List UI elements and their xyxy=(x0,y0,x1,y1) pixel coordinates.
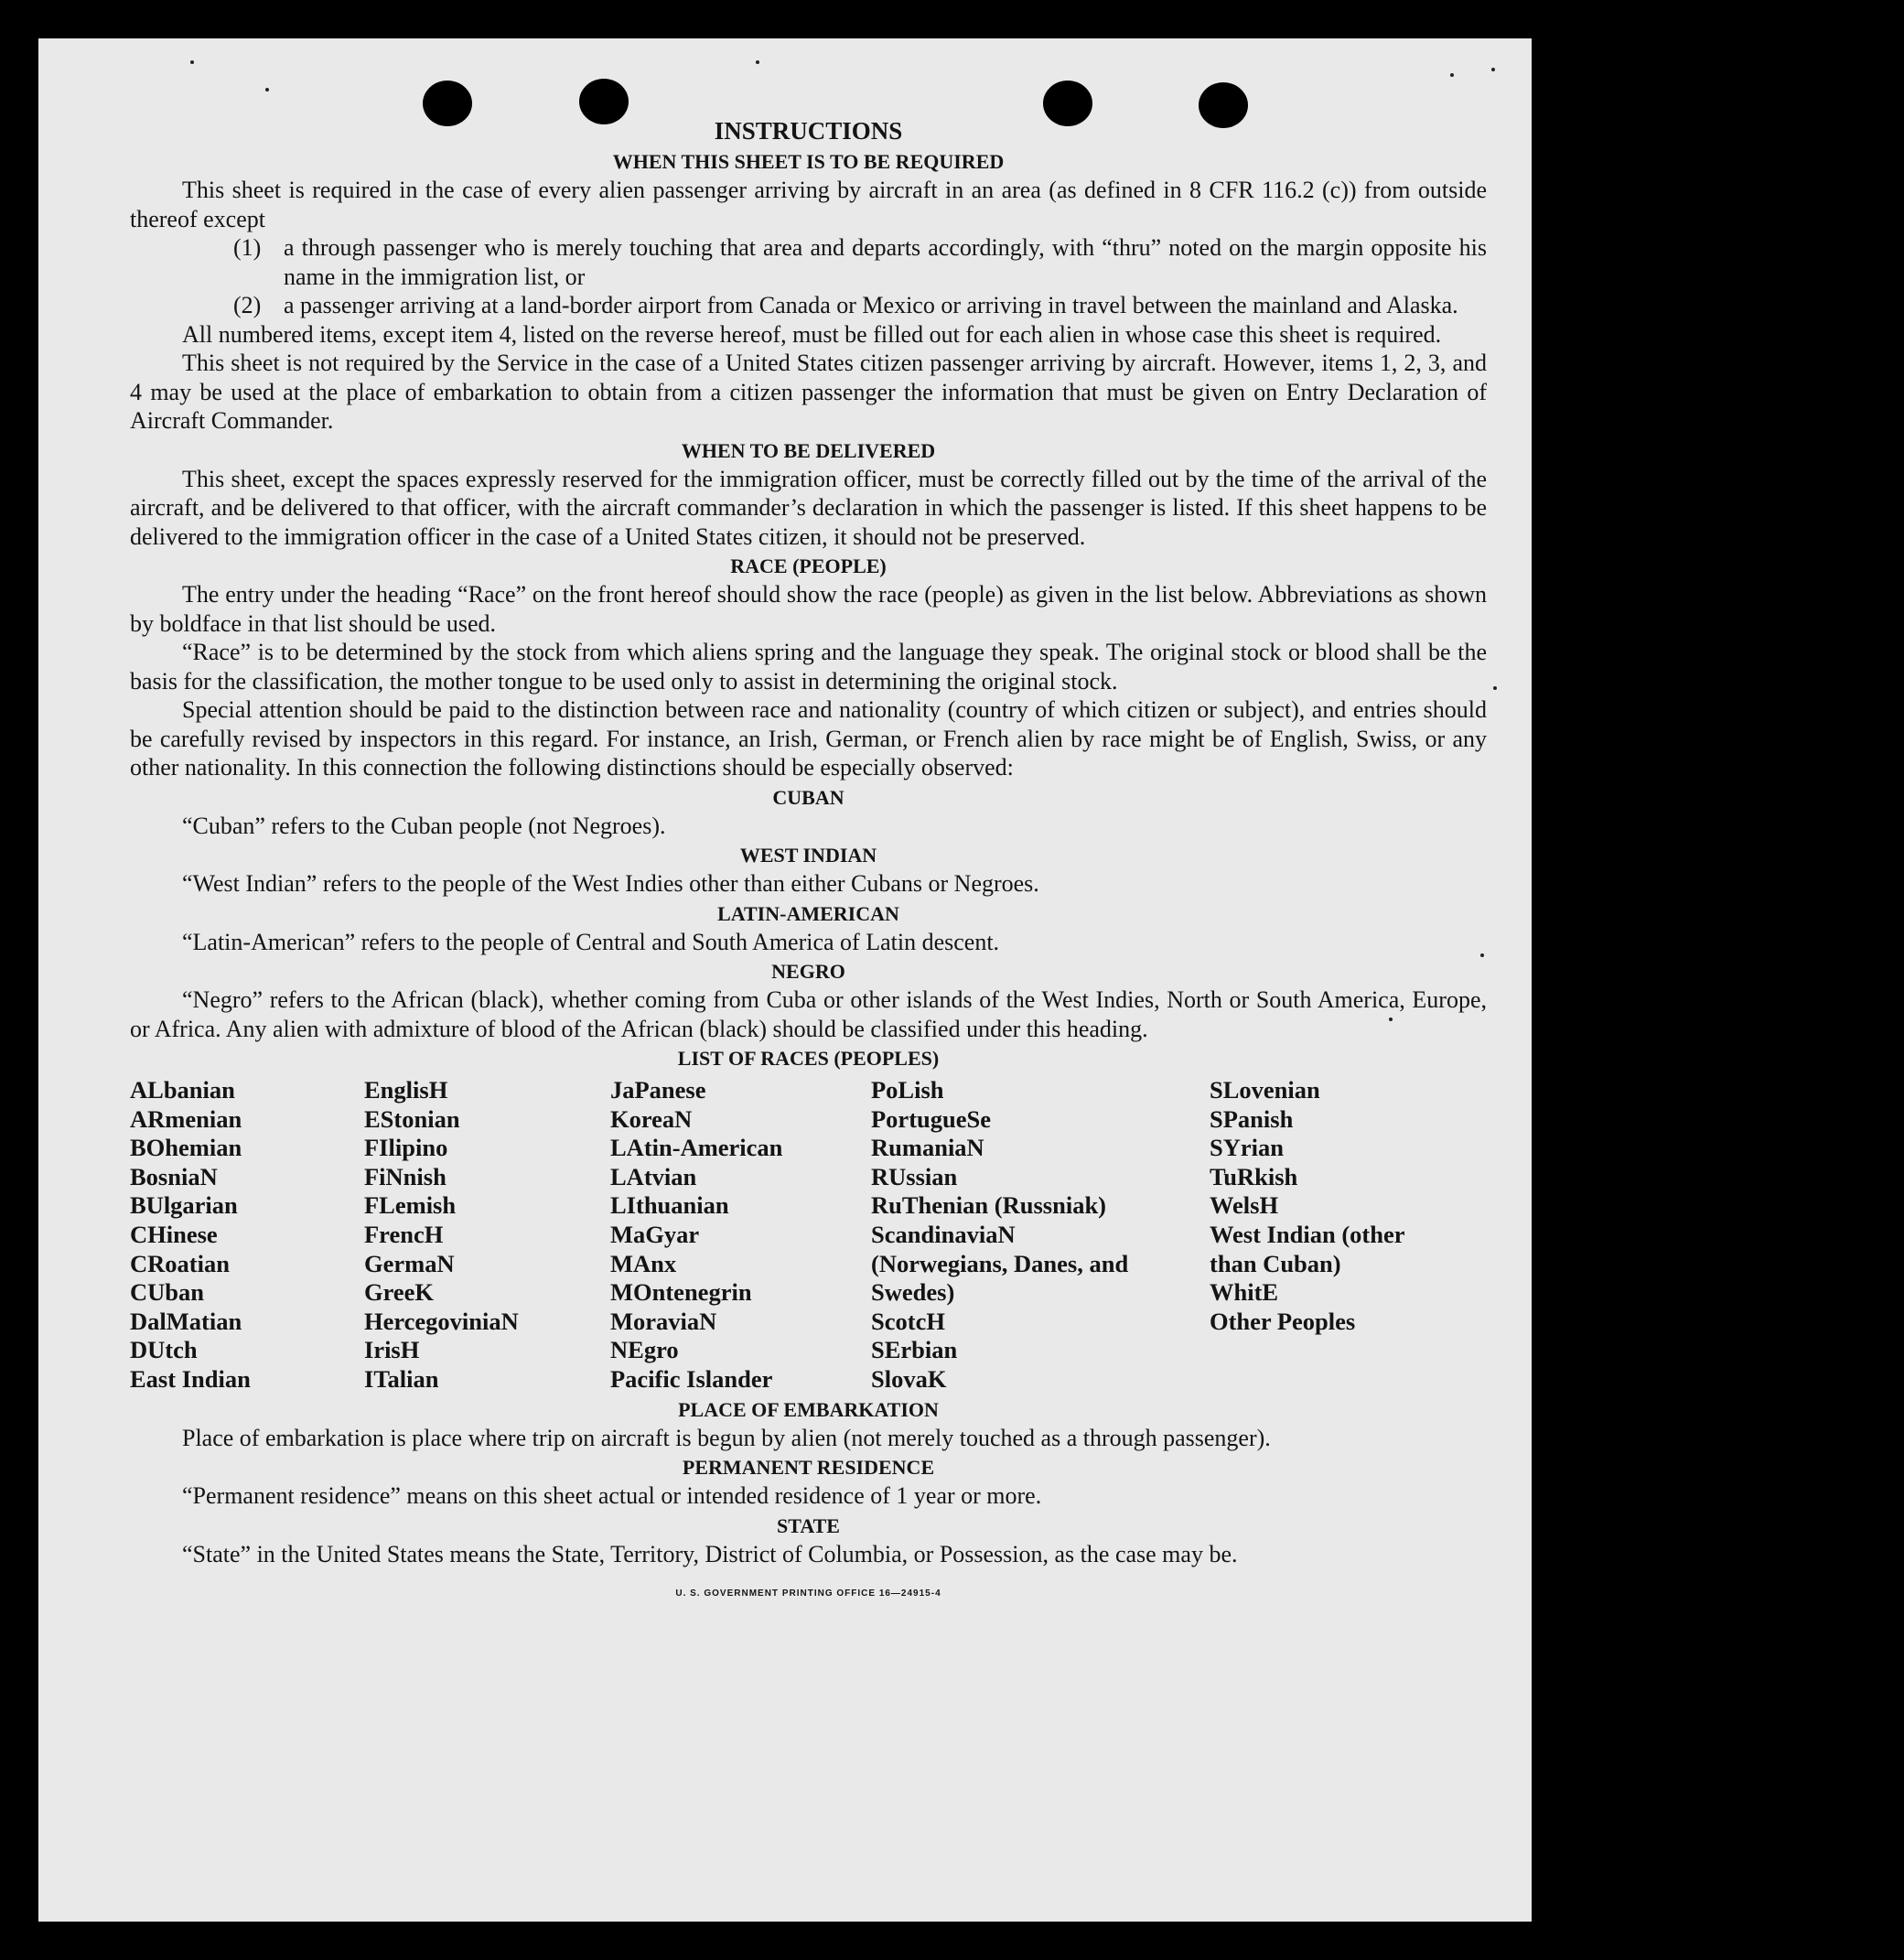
section-heading: NEGRO xyxy=(771,960,845,983)
list-item xyxy=(130,233,1487,291)
section-heading: WEST INDIAN xyxy=(739,844,877,867)
race-entry: DalMatian xyxy=(130,1307,242,1335)
race-entry: IrisH xyxy=(364,1336,420,1364)
race-entry: TuRkish xyxy=(1210,1162,1298,1190)
item-number: (1) xyxy=(233,234,262,261)
race-entry: HercegoviniaN xyxy=(364,1307,519,1335)
section-heading: RACE (PEOPLE) xyxy=(730,555,887,577)
paragraph: This sheet is not required by the Service in the case of a United States citizen passenger arriving by aircraft. However, items 1, 2, 3, and 4 may be used at the place of embarkation to obtain from a citizen passenger the information that must be given on Entry Declaration of Aircraft Commander. xyxy=(130,350,1487,434)
race-entry: PortugueSe xyxy=(871,1104,992,1133)
race-entry: CRoatian xyxy=(130,1249,230,1277)
section-heading: CUBAN xyxy=(772,785,844,809)
paragraph: “Latin-American” refers to the people of Central and South America of Latin descent. xyxy=(182,928,1000,955)
race-entry: SYrian xyxy=(1210,1134,1284,1162)
speck xyxy=(756,60,759,64)
races-list xyxy=(130,1076,1487,1395)
race-entry: RumaniaN xyxy=(871,1134,984,1162)
race-entry: MAnx xyxy=(610,1249,677,1277)
race-entry: West Indian (other than Cuban) xyxy=(1210,1220,1405,1277)
race-entry: WhitE xyxy=(1210,1278,1279,1307)
paragraph: Special attention should be paid to the distinction between race and nationality (country of which citizen or subject), and entries should be carefully revised by inspectors in this regard. For instance, an Irish, German, or French alien by race might be of English, Swiss, or any other nationality. In this connection the following distinctions should be especially observed: xyxy=(130,696,1487,781)
race-entry: KoreaN xyxy=(610,1104,693,1133)
paragraph: “Permanent residence” means on this sheet actual or intended residence of 1 year or more. xyxy=(182,1482,1042,1510)
race-entry: BOhemian xyxy=(130,1134,242,1162)
race-entry: Pacific Islander xyxy=(610,1364,773,1393)
race-entry: EnglisH xyxy=(364,1076,448,1104)
race-entry: WelsH xyxy=(1210,1191,1279,1220)
paragraph: “Negro” refers to the African (black), whether coming from Cuba or other islands of the West Indies, North or South America, Europe, or Africa. Any alien with admixture of blood of the African (black) should be classified under this heading. xyxy=(130,986,1487,1042)
paragraph: Place of embarkation is place where trip on aircraft is begun by alien (not merely touched as a through passenger). xyxy=(182,1424,1271,1451)
race-entry: DUtch xyxy=(130,1336,198,1364)
race-entry: NEgro xyxy=(610,1336,679,1364)
race-entry: LIthuanian xyxy=(610,1191,729,1220)
races-column xyxy=(610,1076,871,1395)
race-entry: FrencH xyxy=(364,1220,444,1248)
speck xyxy=(1450,73,1454,77)
race-entry: FLemish xyxy=(364,1191,457,1220)
race-entry: East Indian xyxy=(130,1364,251,1393)
paragraph: “State” in the United States means the State, Territory, District of Columbia, or Possession, as the case may be. xyxy=(182,1540,1238,1567)
race-entry: MOntenegrin xyxy=(610,1278,752,1307)
race-entry: RuThenian (Russniak) xyxy=(871,1191,1107,1220)
section-heading: PERMANENT RESIDENCE xyxy=(682,1456,935,1480)
list-item xyxy=(130,291,1487,320)
race-entry: GermaN xyxy=(364,1249,455,1277)
race-entry: FIlipino xyxy=(364,1134,448,1162)
section-heading: LATIN-AMERICAN xyxy=(717,901,899,925)
race-entry: BUlgarian xyxy=(130,1191,238,1220)
document-page xyxy=(38,38,1532,1922)
speck xyxy=(265,88,269,92)
item-text: a through passenger who is merely touching that area and departs accordingly, with “thru” noted on the margin opposite his name in the immigration list, or xyxy=(284,234,1487,290)
paragraph: “Race” is to be determined by the stock from which aliens spring and the language they speak. The original stock or blood shall be the basis for the classification, the mother tongue to be used only to assist in determining the original stock. xyxy=(130,639,1487,695)
paragraph: “West Indian” refers to the people of the West Indies other than either Cubans or Negroes. xyxy=(182,870,1039,897)
races-column xyxy=(871,1076,1210,1395)
race-entry: ScandinaviaN (Norwegians, Danes, and Swedes) xyxy=(871,1220,1129,1307)
paragraph: The entry under the heading “Race” on the front hereof should show the race (people) as given in the list below. Abbreviations as shown by boldface in that list should be used. xyxy=(130,581,1487,637)
speck xyxy=(1491,68,1495,71)
instructions-content xyxy=(130,115,1487,1609)
speck xyxy=(1493,686,1497,690)
list-heading: LIST OF RACES (PEOPLES) xyxy=(677,1047,940,1070)
section-heading: WHEN THIS SHEET IS TO BE REQUIRED xyxy=(612,150,1005,173)
race-entry: ITalian xyxy=(364,1364,439,1393)
section-heading: STATE xyxy=(777,1513,840,1537)
races-column xyxy=(130,1076,364,1395)
race-entry: GreeK xyxy=(364,1278,435,1307)
race-entry: JaPanese xyxy=(610,1076,706,1104)
item-text: a passenger arriving at a land-border airport from Canada or Mexico or arriving in travel between the mainland and Alaska. xyxy=(284,292,1458,318)
race-entry: SErbian xyxy=(871,1336,958,1364)
race-entry: MaGyar xyxy=(610,1220,700,1248)
printer-imprint: U. S. GOVERNMENT PRINTING OFFICE 16—24915-4 xyxy=(675,1588,941,1599)
race-entry: SPanish xyxy=(1210,1104,1294,1133)
race-entry: ALbanian xyxy=(130,1076,235,1104)
paragraph: “Cuban” refers to the Cuban people (not Negroes). xyxy=(182,812,666,839)
race-entry: BosniaN xyxy=(130,1162,218,1190)
race-entry: CUban xyxy=(130,1278,205,1307)
section-heading: PLACE OF EMBARKATION xyxy=(678,1397,939,1421)
speck xyxy=(190,60,194,64)
race-entry: SLovenian xyxy=(1210,1076,1320,1104)
races-column xyxy=(1210,1076,1484,1395)
race-entry: ScotcH xyxy=(871,1307,945,1335)
race-entry: LAtin-American xyxy=(610,1134,783,1162)
paragraph: All numbered items, except item 4, listed on the reverse hereof, must be filled out for each alien in whose case this sheet is required. xyxy=(182,320,1442,348)
race-entry: MoraviaN xyxy=(610,1307,717,1335)
page-title: INSTRUCTIONS xyxy=(714,117,903,145)
item-number: (2) xyxy=(233,292,262,318)
race-entry: Other Peoples xyxy=(1210,1307,1356,1335)
paragraph: This sheet, except the spaces expressly reserved for the immigration officer, must be correctly filled out by the time of the arrival of the aircraft, and be delivered to that officer, with the aircraft commander’s declaration in which the passenger is listed. If this sheet happens to be delivered to the immigration officer in the case of a United States citizen, it should not be preserved. xyxy=(130,465,1487,550)
race-entry: PoLish xyxy=(871,1076,944,1104)
race-entry: LAtvian xyxy=(610,1162,697,1190)
paragraph: This sheet is required in the case of every alien passenger arriving by aircraft in an area (as defined in 8 CFR 116.2 (c)) from outside thereof except xyxy=(130,177,1487,232)
race-entry: ARmenian xyxy=(130,1104,242,1133)
race-entry: FiNnish xyxy=(364,1162,446,1190)
race-entry: SlovaK xyxy=(871,1364,947,1393)
section-heading: WHEN TO BE DELIVERED xyxy=(681,438,936,462)
race-entry: CHinese xyxy=(130,1220,218,1248)
race-entry: EStonian xyxy=(364,1104,460,1133)
race-entry: RUssian xyxy=(871,1162,958,1190)
races-column xyxy=(364,1076,610,1395)
